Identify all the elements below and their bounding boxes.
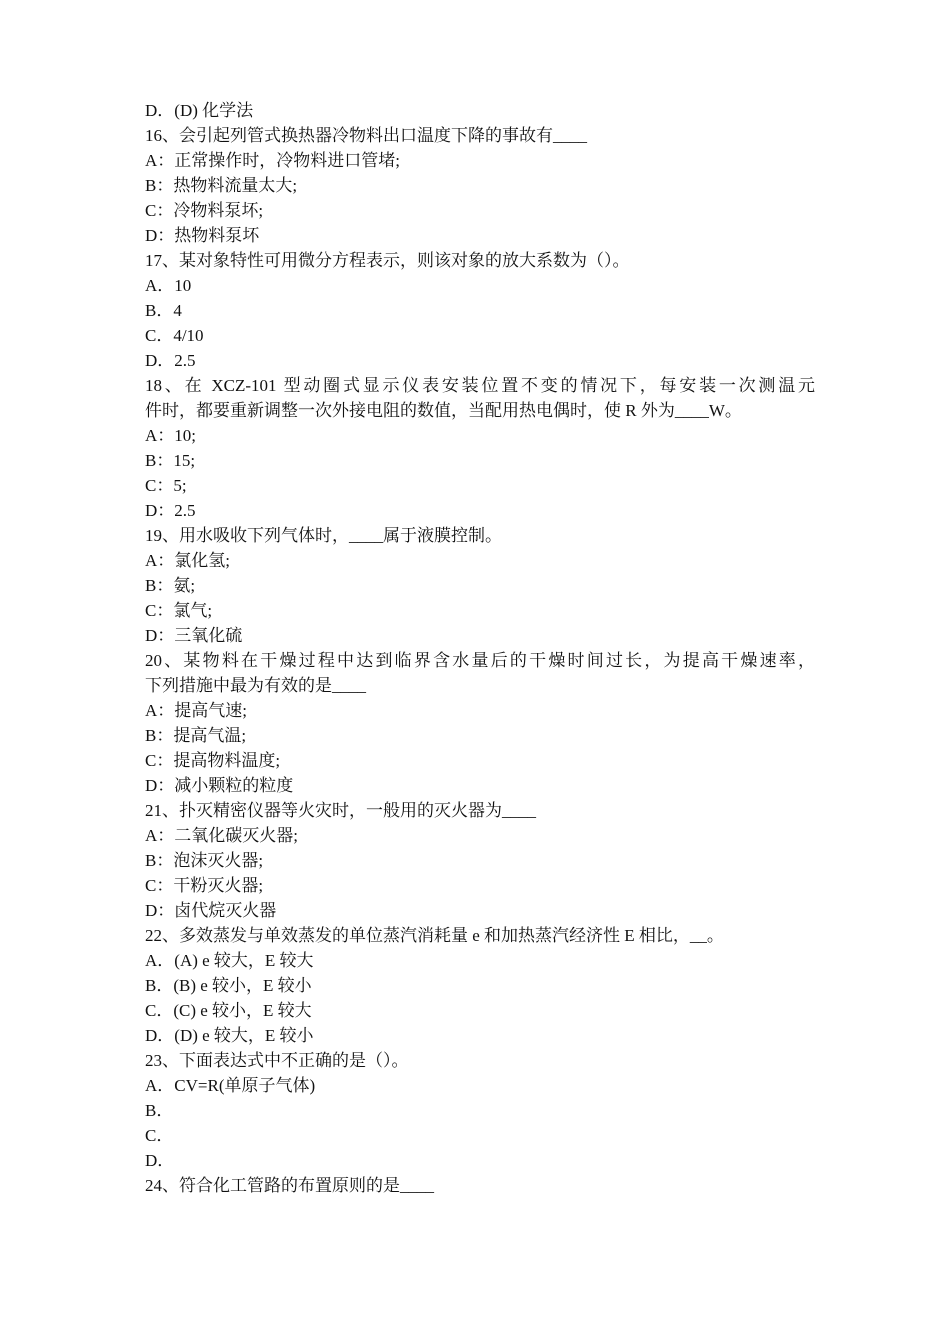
option-line: A．(A) e 较大，E 较大 (145, 951, 314, 970)
question-18: 18、在 XCZ-101 型动圈式显示仪表安装位置不变的情况下，每安装一次测温元 (145, 376, 815, 395)
option-line: B：泡沫灭火器; (145, 851, 264, 870)
option-line: B． (145, 1101, 174, 1120)
option-line: C：干粉灭火器; (145, 876, 264, 895)
option-line: B：热物料流量太大; (145, 176, 298, 195)
option-line: D． (145, 1151, 175, 1170)
option-line: D：三氧化硫 (145, 626, 243, 645)
document-page (145, 98, 815, 1198)
option-line: A：提高气速; (145, 701, 247, 720)
option-line: B．4 (145, 301, 182, 320)
option-line: A：正常操作时，冷物料进口管堵; (145, 151, 400, 170)
option-line: D：减小颗粒的粒度 (145, 776, 294, 795)
option-line: D．(D) e 较大，E 较小 (145, 1026, 314, 1045)
option-line: A：氯化氢; (145, 551, 230, 570)
question-18-continued: 件时，都要重新调整一次外接电阻的数值，当配用热电偶时，使 R 外为____W。 (145, 401, 742, 420)
question-23: 23、下面表达式中不正确的是（）。 (145, 1051, 409, 1070)
option-line: C． (145, 1126, 174, 1145)
question-16: 16、会引起列管式换热器冷物料出口温度下降的事故有____ (145, 126, 587, 145)
question-17: 17、某对象特性可用微分方程表示，则该对象的放大系数为（）。 (145, 251, 630, 270)
question-20-continued: 下列措施中最为有效的是____ (145, 676, 366, 695)
option-line: C．4/10 (145, 326, 204, 345)
option-line: B：提高气温; (145, 726, 247, 745)
option-line: B：15; (145, 451, 196, 470)
option-line: D：卤代烷灭火器 (145, 901, 277, 920)
question-19: 19、用水吸收下列气体时，____属于液膜控制。 (145, 526, 502, 545)
option-line: D：2.5 (145, 501, 196, 520)
option-line: D．2.5 (145, 351, 196, 370)
option-line: A．10 (145, 276, 192, 295)
option-line: A：二氧化碳灭火器; (145, 826, 298, 845)
question-21: 21、扑灭精密仪器等火灾时，一般用的灭火器为____ (145, 801, 536, 820)
option-line: C：冷物料泵坏; (145, 201, 264, 220)
option-line: B．(B) e 较小，E 较小 (145, 976, 312, 995)
option-line: C．(C) e 较小，E 较大 (145, 1001, 312, 1020)
option-line: A：10; (145, 426, 196, 445)
option-line: C：5; (145, 476, 187, 495)
option-line: C：提高物料温度; (145, 751, 281, 770)
option-line: B：氨; (145, 576, 196, 595)
question-20: 20、某物料在干燥过程中达到临界含水量后的干燥时间过长，为提高干燥速率， (145, 651, 815, 670)
option-line: C：氯气; (145, 601, 213, 620)
question-22: 22、多效蒸发与单效蒸发的单位蒸汽消耗量 e 和加热蒸汽经济性 E 相比，__。 (145, 926, 724, 945)
question-24: 24、符合化工管路的布置原则的是____ (145, 1176, 434, 1195)
option-line: D：热物料泵坏 (145, 226, 260, 245)
option-line: D．(D) 化学法 (145, 101, 254, 120)
option-line: A．CV=R(单原子气体) (145, 1076, 316, 1095)
